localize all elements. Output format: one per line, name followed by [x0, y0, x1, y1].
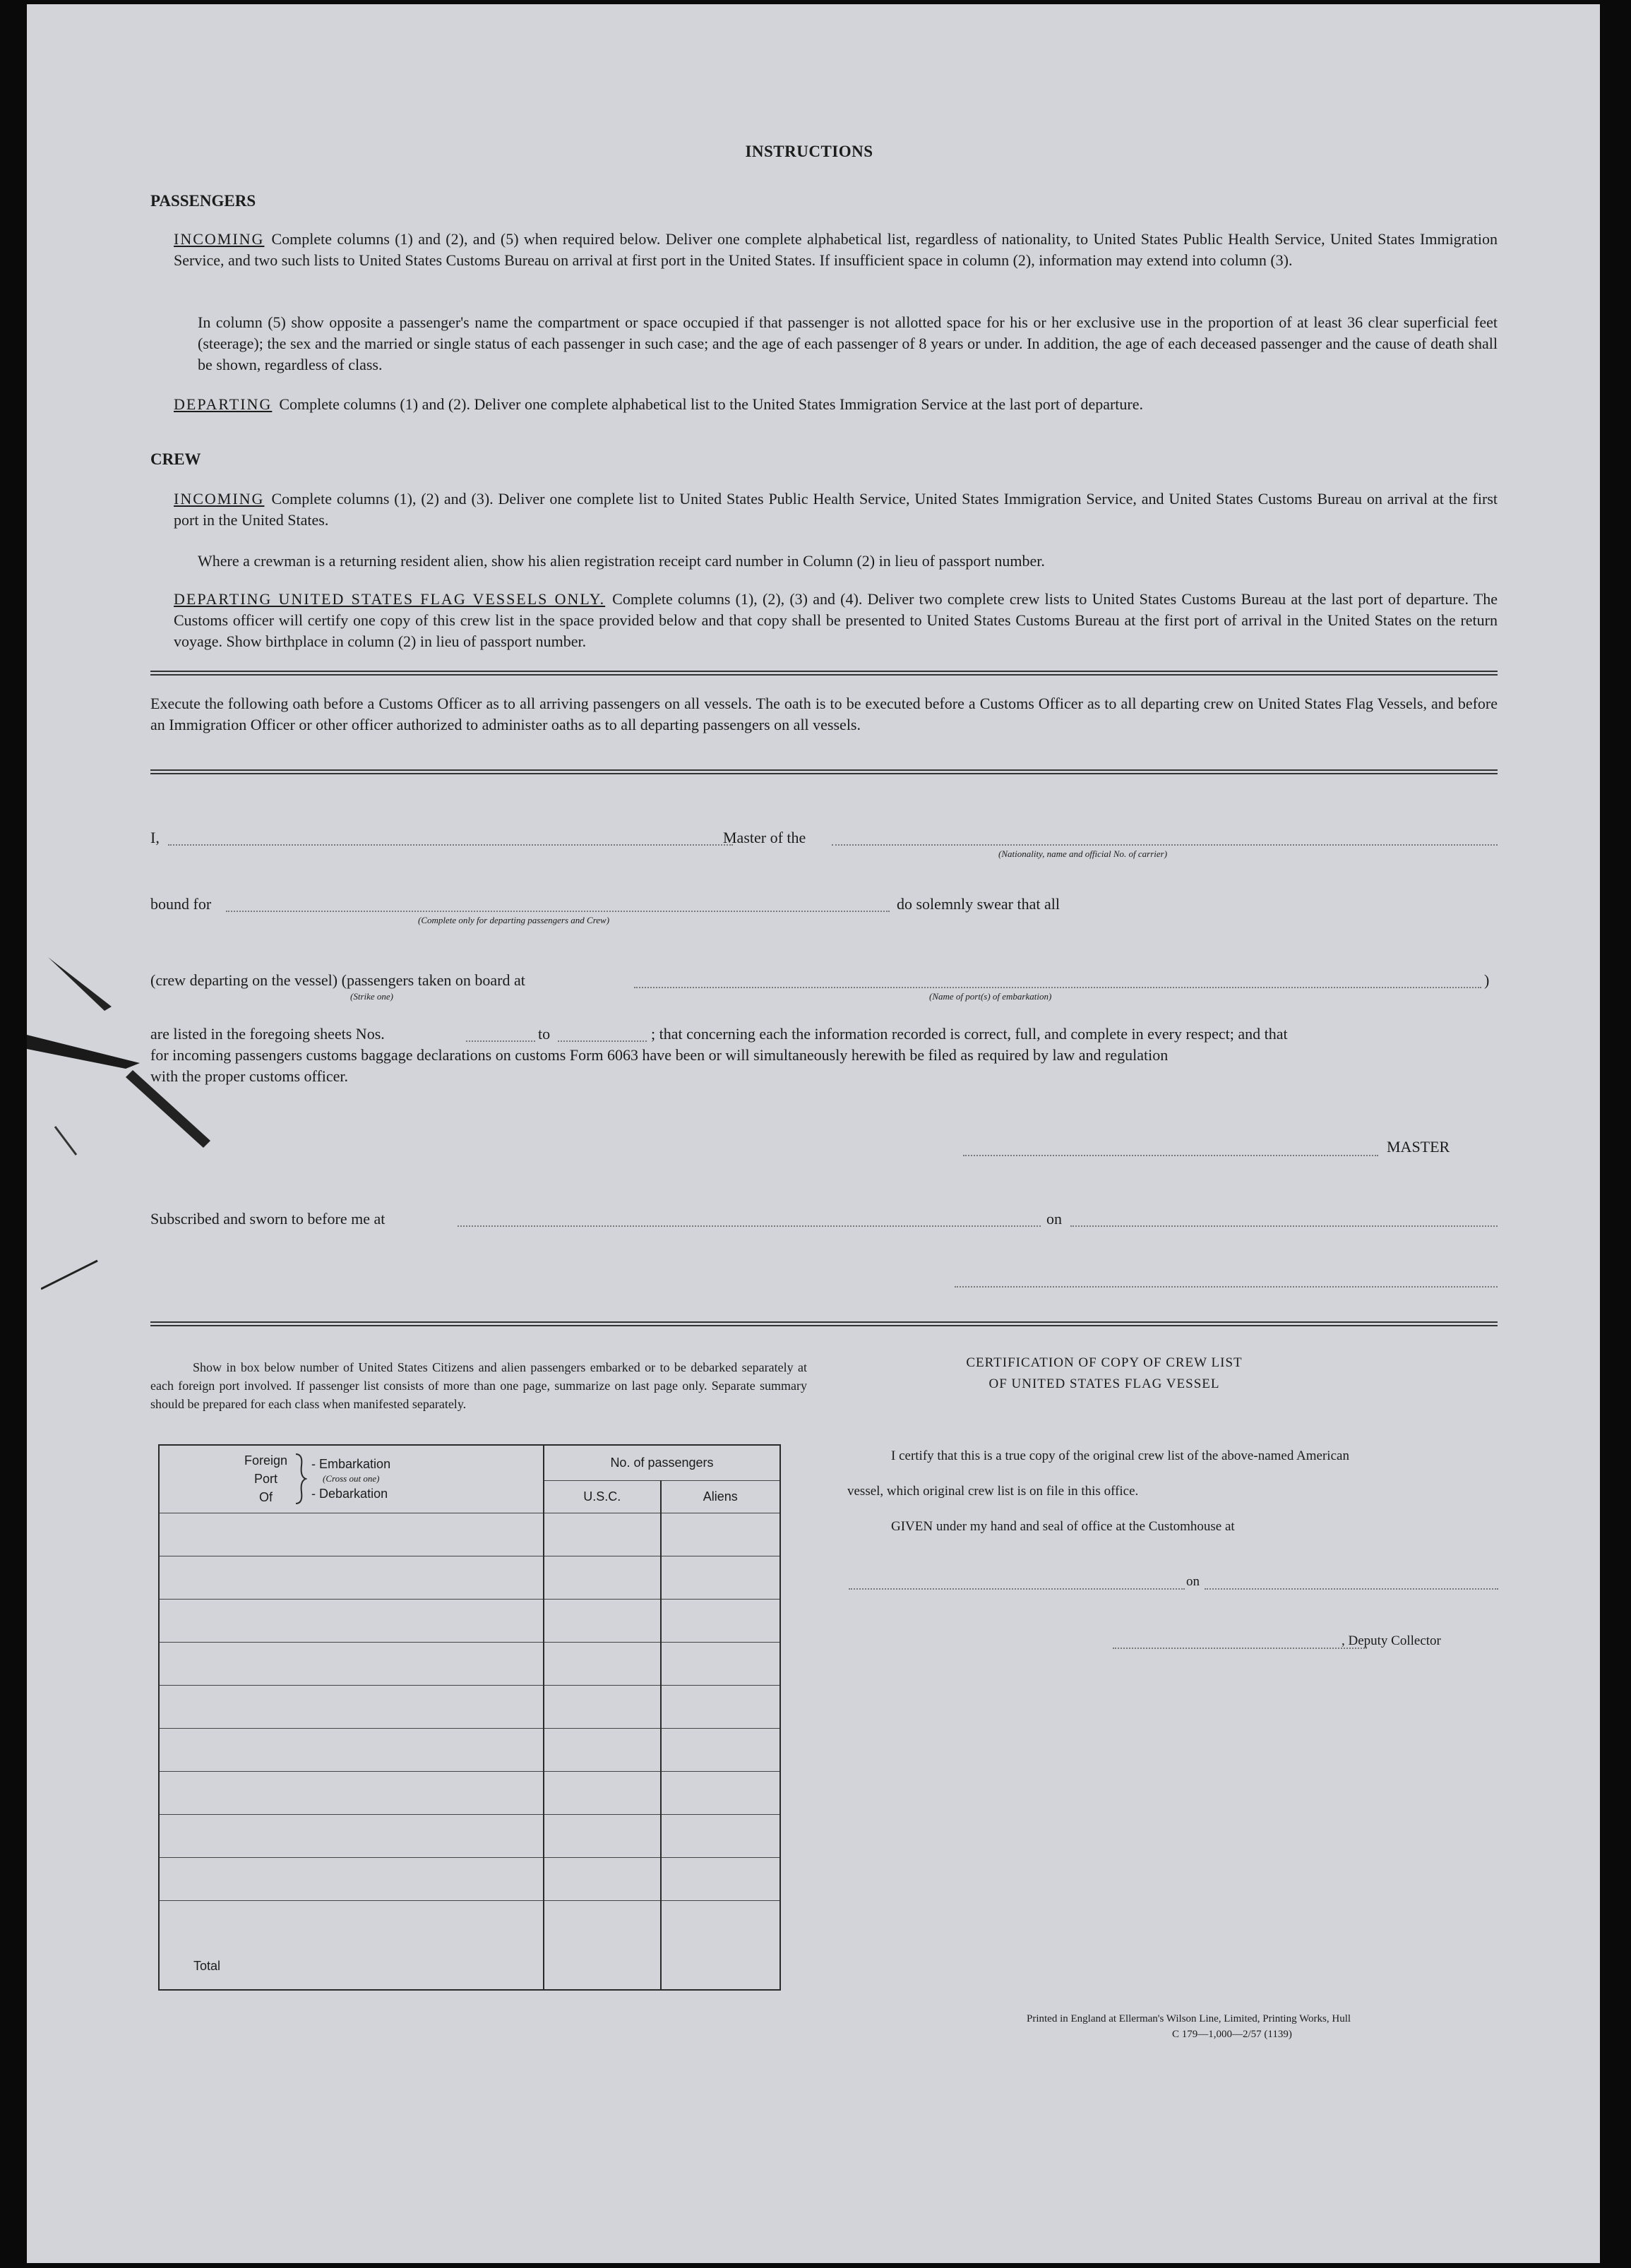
double-rule [150, 671, 1498, 676]
port-cell[interactable] [159, 1513, 544, 1556]
incoming-label: INCOMING [174, 230, 265, 248]
table-row [159, 1513, 780, 1556]
crew-incoming-para [174, 488, 1498, 531]
embarkation-ports-field[interactable] [634, 987, 1481, 988]
usc-cell[interactable] [544, 1642, 661, 1685]
summary-note: Show in box below number of United States Citizens and alien passengers embarked or to be debarked separately at each foreign port involved. If passenger list consists of more than one page, summarize on last page only. Separate summary should be prepared for each class when manifested separately. [150, 1360, 807, 1411]
listed-sheets-text: are listed in the foregoing sheets Nos. [150, 1025, 385, 1043]
of-label: Of [259, 1490, 273, 1505]
ink-mark-icon [27, 943, 239, 1169]
usc-cell[interactable] [544, 1900, 661, 1943]
customs-officer-text: with the proper customs officer. [150, 1067, 349, 1085]
table-row [159, 1599, 780, 1642]
usc-cell[interactable] [544, 1771, 661, 1814]
certification-text-3: GIVEN under my hand and seal of office at the Customhouse at [891, 1519, 1235, 1534]
aliens-header: Aliens [703, 1489, 738, 1504]
aliens-cell[interactable] [661, 1685, 781, 1728]
listed-correct-text: ; that concerning each the information recorded is correct, full, and complete in every respect; and that [651, 1025, 1288, 1043]
usc-cell[interactable] [544, 1857, 661, 1900]
table-row [159, 1642, 780, 1685]
port-cell[interactable] [159, 1642, 544, 1685]
strike-hint: (Strike one) [350, 991, 394, 1002]
swear-text: do solemnly swear that all [897, 895, 1060, 913]
passengers-incoming-para [174, 229, 1498, 271]
crew-departing-line: (crew departing on the vessel) (passengers taken on board at [150, 971, 525, 989]
port-cell[interactable] [159, 1599, 544, 1642]
table-row [159, 1556, 780, 1599]
deputy-collector-label: , Deputy Collector [1342, 1633, 1441, 1648]
ink-mark-icon [41, 1254, 104, 1296]
port-cell[interactable] [159, 1771, 544, 1814]
aliens-cell[interactable] [661, 1642, 781, 1685]
embarkation-option: - Embarkation [311, 1457, 391, 1472]
cross-out-hint: (Cross out one) [323, 1473, 380, 1484]
master-label: MASTER [1387, 1138, 1450, 1156]
port-cell[interactable] [159, 1814, 544, 1857]
certification-text-2: vessel, which original crew list is on file in this office. [847, 1484, 1139, 1499]
carrier-hint: (Nationality, name and official No. of carrier) [998, 848, 1168, 859]
aliens-cell[interactable] [661, 1599, 781, 1642]
passengers-heading: PASSENGERS [150, 192, 256, 210]
bound-for-field[interactable] [226, 911, 890, 912]
passenger-summary-table [158, 1444, 781, 1991]
no-of-passengers-header: No. of passengers [544, 1445, 780, 1480]
column5-para: In column (5) show opposite a passenger's name the compartment or space occupied if that passenger is not allotted space for his or her exclusive use in the proportion of at least 36 clear superficial feet (steerage); the sex and the married or single status of each passenger in such case; and the age of each passenger of 8 years or under. In addition, the age of each deceased passenger and the cause of death shall be shown, regardless of class. [198, 313, 1498, 373]
master-name-field[interactable] [168, 844, 733, 846]
port-label: Port [254, 1472, 278, 1487]
instructions-title: INSTRUCTIONS [745, 143, 873, 160]
baggage-text: for incoming passengers customs baggage declarations on customs Form 6063 have been or will simultaneously herewith be filed as required by law and regulation [150, 1046, 1169, 1064]
certification-title-2: OF UNITED STATES FLAG VESSEL [988, 1376, 1220, 1391]
sworn-on-label: on [1046, 1210, 1062, 1228]
certification-date-field[interactable] [1205, 1588, 1498, 1590]
foreign-label: Foreign [244, 1453, 288, 1468]
table-row [159, 1857, 780, 1900]
form-sheet [27, 4, 1600, 2263]
oath-intro: Execute the following oath before a Customs Officer as to all arriving passengers on all vessels. The oath is to be executed before a Customs Officer as to all departing crew on United States Flag Vessels, and before an Immigration Officer or other officer authorized to administer oaths as to all departing passengers on all vessels. [150, 695, 1498, 733]
crew-incoming-text: Complete columns (1), (2) and (3). Deliver one complete list to United States Public Health Service, United States Immigration Service, and United States Customs Bureau on arrival at the first port in the United States. [174, 490, 1498, 529]
port-cell[interactable] [159, 1900, 544, 1943]
bound-for-hint: (Complete only for departing passengers and Crew) [418, 915, 610, 925]
sworn-date-field[interactable] [1070, 1225, 1498, 1227]
master-signature-field[interactable] [963, 1155, 1378, 1156]
total-label: Total [159, 1943, 544, 1990]
oath-i: I, [150, 829, 160, 846]
bound-for-label: bound for [150, 895, 212, 913]
aliens-cell[interactable] [661, 1556, 781, 1599]
aliens-cell[interactable] [661, 1771, 781, 1814]
crew-resident-para: Where a crewman is a returning resident alien, show his alien registration receipt card number in Column (2) in lieu of passport number. [198, 552, 1045, 570]
aliens-cell[interactable] [661, 1513, 781, 1556]
table-body [159, 1513, 780, 1943]
officer-signature-field[interactable] [955, 1286, 1498, 1288]
sheets-to-field[interactable] [558, 1040, 647, 1042]
certification-on-label: on [1186, 1574, 1200, 1589]
debarkation-option: - Debarkation [311, 1487, 388, 1501]
usc-cell[interactable] [544, 1513, 661, 1556]
departing-label: DEPARTING [174, 395, 273, 413]
crew-departing-label: DEPARTING UNITED STATES FLAG VESSELS ONLY. [174, 590, 606, 608]
aliens-cell[interactable] [661, 1814, 781, 1857]
table-row [159, 1685, 780, 1728]
carrier-field[interactable] [832, 844, 1498, 846]
subscribed-text: Subscribed and sworn to before me at [150, 1210, 386, 1228]
table-row [159, 1900, 780, 1943]
total-usc-cell[interactable] [544, 1943, 661, 1990]
crew-departing-text: Complete columns (1), (2), (3) and (4). Deliver two complete crew lists to United States Customs Bureau at the last port of departure. The Customs officer will certify one copy of this crew list in the space provided below and that copy shall be presented to United States Customs Bureau at the first port of arrival in the United States on the return voyage. Show birthplace in column (2) in lieu of passport number. [174, 590, 1498, 650]
usc-cell[interactable] [544, 1685, 661, 1728]
table-row [159, 1814, 780, 1857]
total-aliens-cell[interactable] [661, 1943, 781, 1990]
usc-cell[interactable] [544, 1556, 661, 1599]
double-rule [150, 1321, 1498, 1326]
port-cell[interactable] [159, 1728, 544, 1771]
sworn-place-field[interactable] [458, 1225, 1041, 1227]
incoming-text: Complete columns (1) and (2), and (5) when required below. Deliver one complete alphabetical list, regardless of nationality, to United States Public Health Service, United States Immigration Service, and two such lists to United States Customs Bureau on arrival at first port in the United States. If insufficient space in column (2), information may extend into column (3). [174, 230, 1498, 269]
port-cell[interactable] [159, 1857, 544, 1900]
customhouse-field[interactable] [849, 1588, 1185, 1590]
deputy-signature-field[interactable] [1113, 1648, 1367, 1649]
passengers-departing-para [174, 394, 1498, 415]
master-of-the-label: Master of the [723, 829, 806, 846]
usc-header: U.S.C. [544, 1480, 661, 1513]
port-cell[interactable] [159, 1556, 544, 1599]
aliens-cell[interactable] [661, 1900, 781, 1943]
close-paren: ) [1484, 971, 1490, 989]
crew-incoming-label: INCOMING [174, 490, 265, 508]
brace-icon [293, 1453, 307, 1505]
ports-hint: (Name of port(s) of embarkation) [929, 991, 1052, 1002]
sheets-from-field[interactable] [466, 1040, 535, 1042]
crew-departing-para [174, 589, 1498, 652]
usc-cell[interactable] [544, 1728, 661, 1771]
aliens-cell[interactable] [661, 1728, 781, 1771]
certification-title-1: CERTIFICATION OF COPY OF CREW LIST [966, 1355, 1243, 1370]
departing-text: Complete columns (1) and (2). Deliver one complete alphabetical list to the United States Immigration Service at the last port of departure. [279, 395, 1144, 413]
port-header [159, 1445, 544, 1513]
form-number: C 179—1,000—2/57 (1139) [1172, 2029, 1292, 2040]
usc-cell[interactable] [544, 1599, 661, 1642]
usc-cell[interactable] [544, 1814, 661, 1857]
certification-text-1: I certify that this is a true copy of the original crew list of the above-named American [891, 1448, 1349, 1463]
port-cell[interactable] [159, 1685, 544, 1728]
aliens-cell[interactable] [661, 1857, 781, 1900]
crew-heading: CREW [150, 450, 201, 468]
printer-imprint: Printed in England at Ellerman's Wilson Line, Limited, Printing Works, Hull [1027, 2013, 1351, 2024]
listed-to-label: to [538, 1025, 551, 1043]
table-row [159, 1728, 780, 1771]
table-row [159, 1771, 780, 1814]
double-rule [150, 769, 1498, 774]
